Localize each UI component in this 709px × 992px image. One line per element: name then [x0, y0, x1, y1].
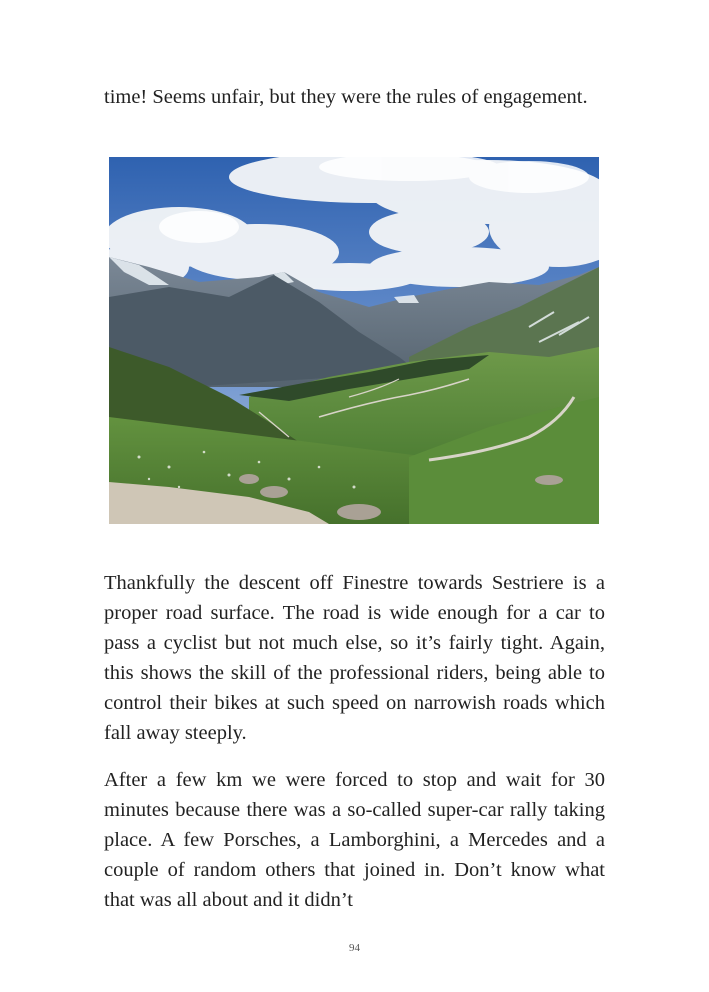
page-number: 94 [349, 942, 360, 954]
mountain-valley-photo [109, 157, 599, 524]
paragraph-descent: Thankfully the descent off Finestre towards Sestriere is a proper road surface. The road is wide enough for a car to pass a cyclist but not much else, so it’s fairly tight. Again, this shows the skill of the professional riders, being able to control their bikes at such speed on narrowish roads which fall away steeply. [104, 572, 605, 744]
paragraph-supercar-rally: After a few km we were forced to stop and wait for 30 minutes because there was a so-called super-car rally taking place. A few Porsches, a Lamborghini, a Mercedes and a couple of random others that joined in. Don’t know what that was all about and it didn’t [104, 769, 605, 911]
paragraph-intro: time! Seems unfair, but they were the rules of engagement. [104, 86, 588, 108]
